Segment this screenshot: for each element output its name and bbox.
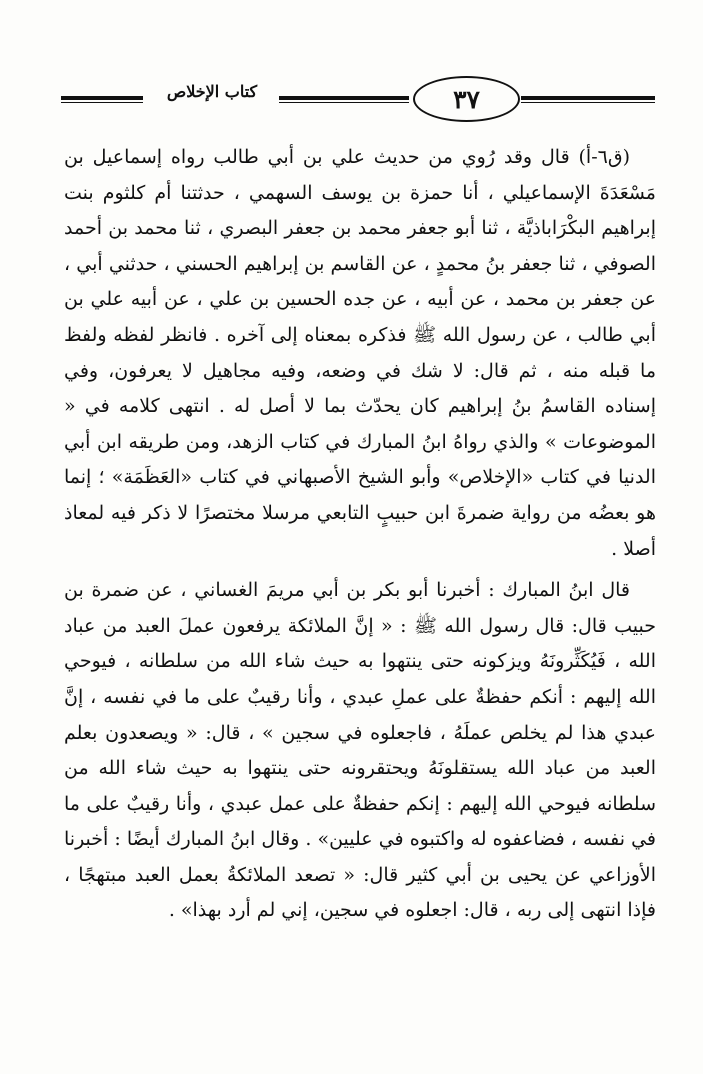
page-header xyxy=(55,78,655,122)
header-rule-middle-thin xyxy=(279,102,409,103)
header-rule-right-thick xyxy=(521,96,655,100)
header-rule-middle-thick xyxy=(279,96,409,100)
paragraph-1: (ق٦-أ) قال وقد رُوي من حديث علي بن أبي طالب رواه إسماعيل بن مَسْعَدَةَ الإسماعيلي ، أنا حمزة بن يوسف السهمي ، حدثتنا أم كلثوم بنت إبراهيم البكْرَاباذيَّة ، ثنا أبو جعفر محمد بن جعفر البصري ، ثنا محمد بن أحمد الصوفي ، ثنا جعفر بنُ محمدٍ ، عن القاسم بن إبراهيم الحسني ، حدثني أبي ، عن جعفر بن محمد ، عن أبيه ، عن جده الحسين بن علي ، عن أبيه علي بن أبي طالب ، عن رسول الله ﷺ فذكره بمعناه إلى آخره . فانظر لفظه ولفظ ما قبله منه ، ثم قال: لا شك في وضعه، وفيه مجاهيل لا يعرفون، وفي إسناده القاسمُ بنُ إبراهيم كان يحدّث بما لا أصل له . انتهى كلامه في « الموضوعات » والذي رواهُ ابنُ المبارك في كتاب الزهد، ومن طريقه ابن أبي الدنيا في كتاب «الإخلاص» وأبو الشيخ الأصبهاني في كتاب «العَظَمَة» ؛ إنما هو بعضُه من رواية ضمرةَ ابن حبيبٍ التابعي مرسلا مختصرًا لا ذكر فيه لمعاذ أصلا . xyxy=(64,146,656,560)
paragraph-2: قال ابنُ المبارك : أخبرنا أبو بكر بن أبي مريمَ الغساني ، عن ضمرة بن حبيب قال: قال رسول الله ﷺ : « إنَّ الملائكة يرفعون عملَ العبد من عباد الله ، فَيُكَثِّرونَهُ ويزكونه حتى ينتهوا به حيث شاء الله من سلطانه ، فيوحي الله إليهم : أنكم حفظةٌ على عملِ عبدي ، وأنا رقيبٌ على ما في نفسه ، إنَّ عبدي هذا لم يخلص عملَهُ ، فاجعلوه في سجين » ، قال: « ويصعدون بعلم العبد من عباد الله يستقلونَهُ ويحتقرونه حتى ينتهوا به حيث شاء الله من سلطانه فيوحي الله إليهم : إنكم حفظةٌ على عمل عبدي ، وأنا رقيبٌ على ما في نفسه ، فضاعفوه له واكتبوه في عليين» . وقال ابنُ المبارك أيضًا : أخبرنا الأوزاعي عن يحيى بن أبي كثير قال: « تصعد الملائكةُ بعمل العبد مبتهجًا ، فإذا انتهى إلى ربه ، قال: اجعلوه في سجين، إني لم أرد بهذا» . xyxy=(64,579,656,922)
book-title: كتاب الإخلاص xyxy=(166,82,258,101)
header-rule-left-thick xyxy=(61,96,143,100)
page-body xyxy=(64,140,656,929)
header-rule-right-thin xyxy=(521,102,655,103)
header-rule-left-thin xyxy=(61,102,143,103)
page-number: ٣٧ xyxy=(413,76,520,122)
